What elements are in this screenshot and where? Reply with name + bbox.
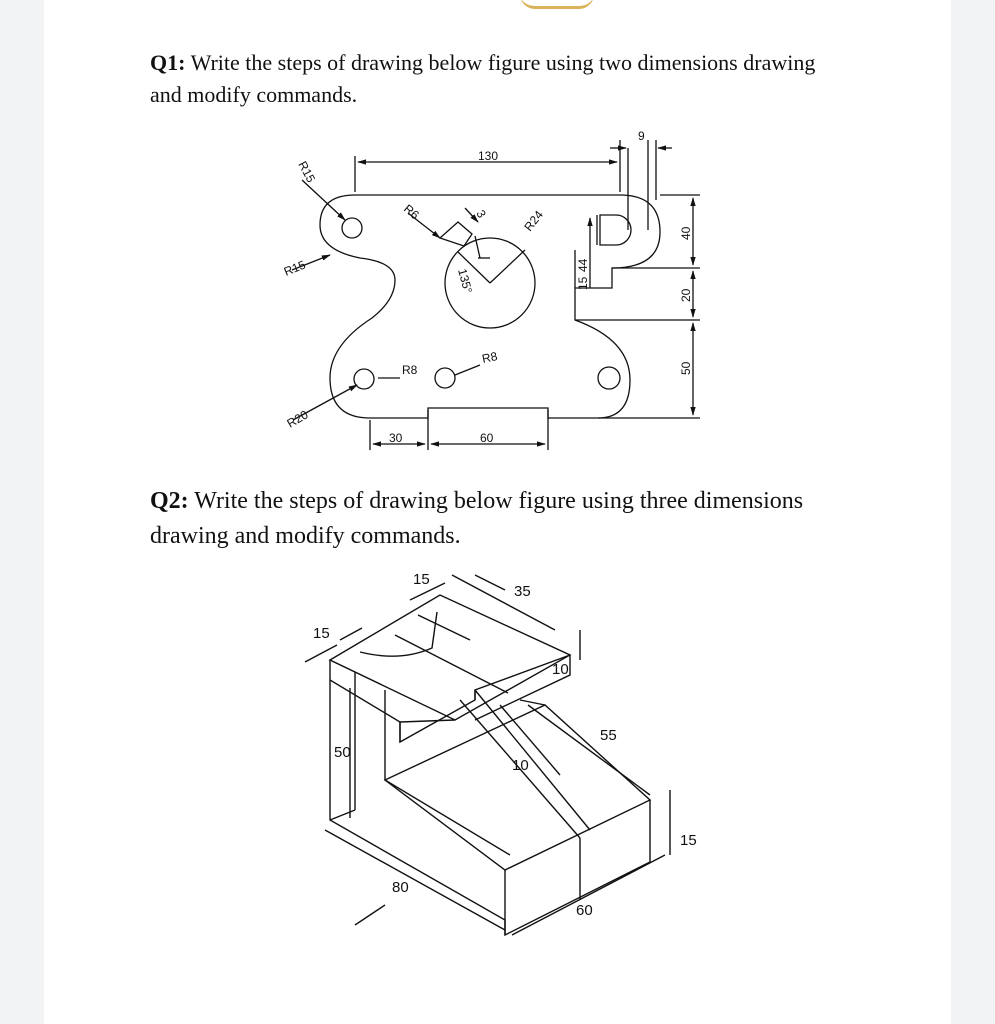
dim-15: 15: [576, 276, 590, 290]
dim-9: 9: [638, 129, 645, 143]
dim-50: 50: [679, 361, 693, 375]
label-r20: R20: [284, 407, 311, 431]
label-r8-center: R8: [480, 349, 499, 366]
iso-dim-55: 55: [600, 727, 617, 744]
dim-60: 60: [480, 431, 494, 445]
question-2-text: Write the steps of drawing below figure using three dimensions drawing and modify commands.: [150, 488, 804, 549]
label-r24: R24: [521, 207, 546, 234]
question-1-label: Q1:: [150, 50, 186, 75]
question-1-text: Write the steps of drawing below figure using two dimensions drawing and modify commands.: [150, 50, 816, 107]
label-r8-left: R8: [402, 363, 418, 377]
dim-20: 20: [679, 288, 693, 302]
iso-dim-15-left: 15: [313, 625, 330, 642]
label-r6: R6: [401, 201, 422, 223]
iso-dim-50: 50: [334, 744, 351, 761]
iso-dim-35: 35: [514, 583, 531, 600]
label-r15-left: R15: [281, 257, 308, 279]
dim-3: 3: [473, 207, 489, 221]
dim-30: 30: [389, 431, 403, 445]
dim-130: 130: [478, 149, 499, 163]
iso-dim-10-slot: 10: [512, 757, 529, 774]
iso-dim-15-top: 15: [413, 571, 430, 588]
dim-44: 44: [576, 258, 590, 272]
iso-dim-15-side: 15: [680, 832, 697, 849]
iso-dim-10-right: 10: [552, 661, 569, 678]
iso-dim-60: 60: [576, 902, 593, 919]
iso-dim-80: 80: [392, 879, 409, 896]
question-2-label: Q2:: [150, 488, 189, 514]
label-r15-top: R15: [295, 158, 319, 185]
dim-40: 40: [679, 226, 693, 240]
angle-135: 135°: [455, 267, 476, 295]
